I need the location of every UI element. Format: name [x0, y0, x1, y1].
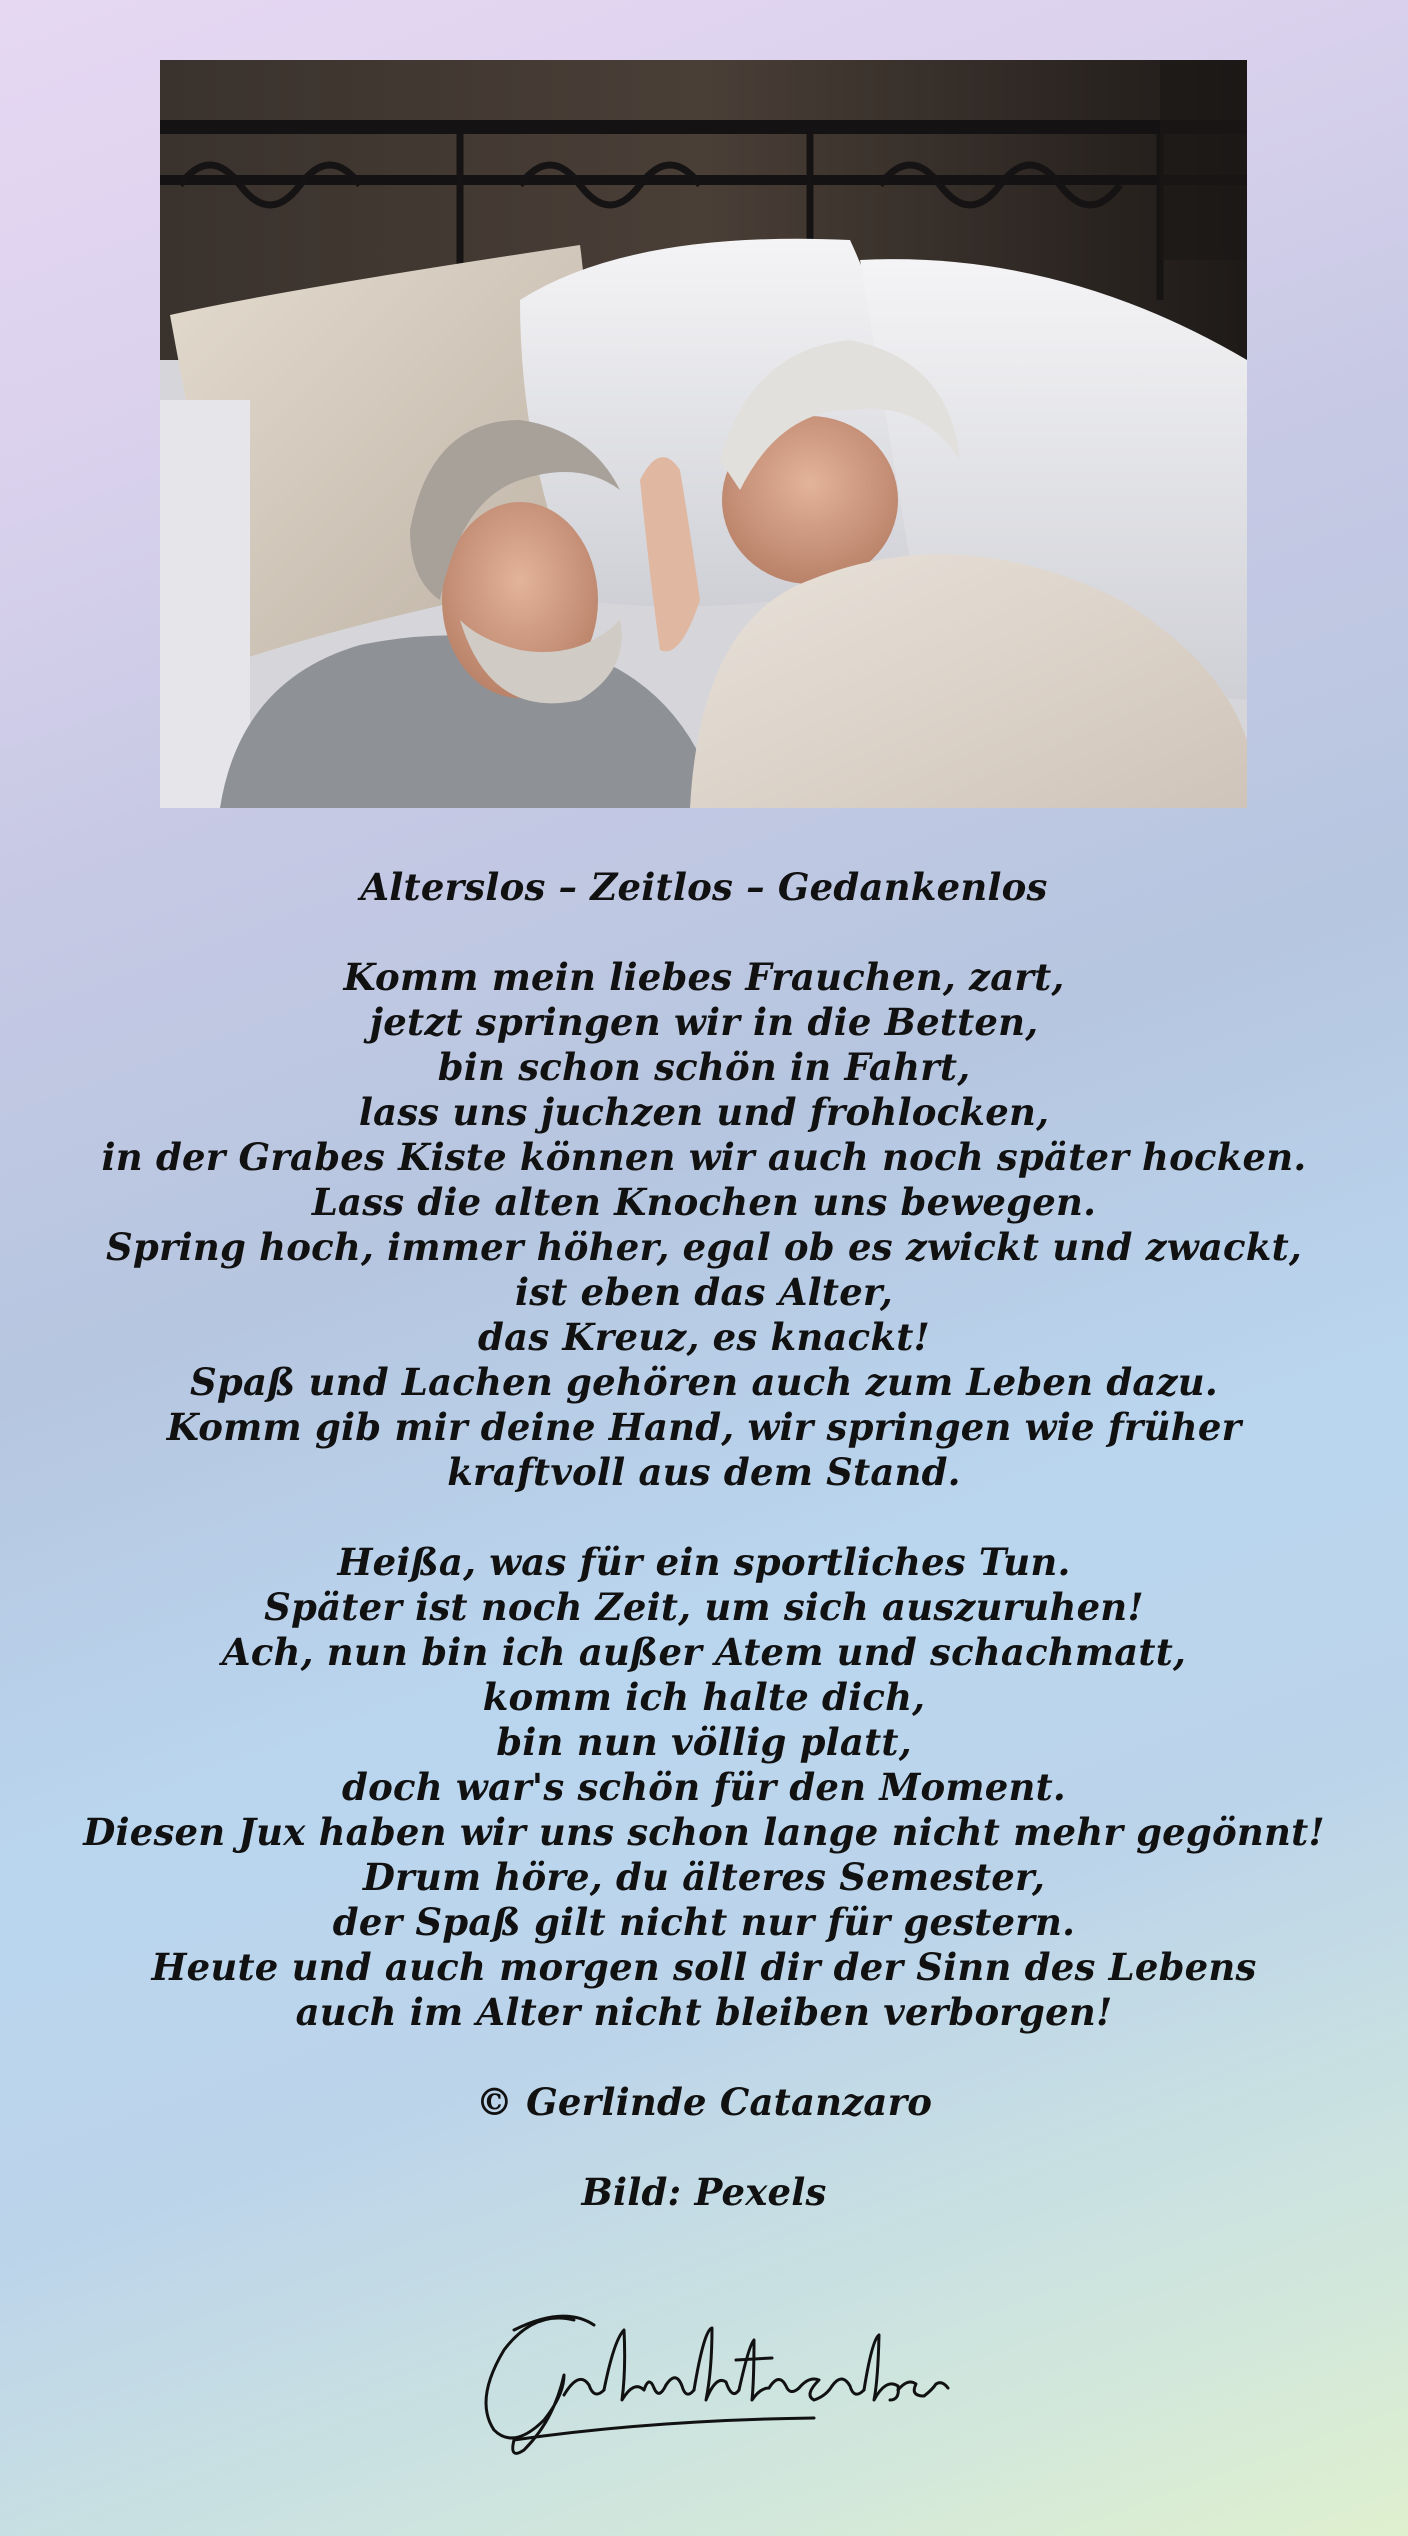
- stanza-2: [0, 1540, 1408, 2035]
- stanza-spacer: [0, 910, 1408, 955]
- poem: [0, 865, 1408, 2215]
- poem-line: bin schon schön in Fahrt,: [437, 1045, 971, 1089]
- poem-line: in der Grabes Kiste können wir auch noch später hocken.: [101, 1135, 1307, 1179]
- poem-line: Heißa, was für ein sportliches Tun.: [337, 1540, 1071, 1584]
- poem-line: Später ist noch Zeit, um sich auszuruhen!: [264, 1585, 1144, 1629]
- poem-line: Spring hoch, immer höher, egal ob es zwickt und zwackt,: [105, 1225, 1302, 1269]
- stanza-spacer: [0, 1495, 1408, 1540]
- poem-line: Lass die alten Knochen uns bewegen.: [311, 1180, 1097, 1224]
- poem-line: jetzt springen wir in die Betten,: [369, 1000, 1039, 1044]
- poem-line: Spaß und Lachen gehören auch zum Leben dazu.: [190, 1360, 1218, 1404]
- stanza-1: [0, 955, 1408, 1495]
- copyright-line: © Gerlinde Catanzaro: [475, 2080, 933, 2124]
- signature-logo: [454, 2300, 954, 2460]
- photo-illustration: [160, 60, 1247, 808]
- poem-line: bin nun völlig platt,: [496, 1720, 912, 1764]
- image-credit-line: Bild: Pexels: [581, 2170, 827, 2214]
- poem-line: ist eben das Alter,: [514, 1270, 894, 1314]
- photo-couple-in-bed: [160, 60, 1247, 808]
- poem-line: lass uns juchzen und frohlocken,: [358, 1090, 1050, 1134]
- poem-line: Drum höre, du älteres Semester,: [362, 1855, 1046, 1899]
- poem-line: Ach, nun bin ich außer Atem und schachmatt,: [221, 1630, 1187, 1674]
- poem-line: der Spaß gilt nicht nur für gestern.: [332, 1900, 1076, 1944]
- poem-line: kraftvoll aus dem Stand.: [447, 1450, 961, 1494]
- poem-line: Komm mein liebes Frauchen, zart,: [343, 955, 1065, 999]
- stanza-spacer: [0, 2125, 1408, 2170]
- poem-line: doch war's schön für den Moment.: [342, 1765, 1066, 1809]
- poem-line: komm ich halte dich,: [482, 1675, 926, 1719]
- signature-script-icon: [454, 2300, 954, 2460]
- poem-line: Komm gib mir deine Hand, wir springen wie früher: [166, 1405, 1242, 1449]
- poem-line: auch im Alter nicht bleiben verborgen!: [295, 1990, 1113, 2034]
- poem-title: Alterslos – Zeitlos – Gedankenlos: [360, 865, 1048, 909]
- poem-line: Heute und auch morgen soll dir der Sinn des Lebens: [151, 1945, 1257, 1989]
- poem-line: Diesen Jux haben wir uns schon lange nicht mehr gegönnt!: [83, 1810, 1325, 1854]
- poem-line: das Kreuz, es knackt!: [478, 1315, 930, 1359]
- stanza-spacer: [0, 2035, 1408, 2080]
